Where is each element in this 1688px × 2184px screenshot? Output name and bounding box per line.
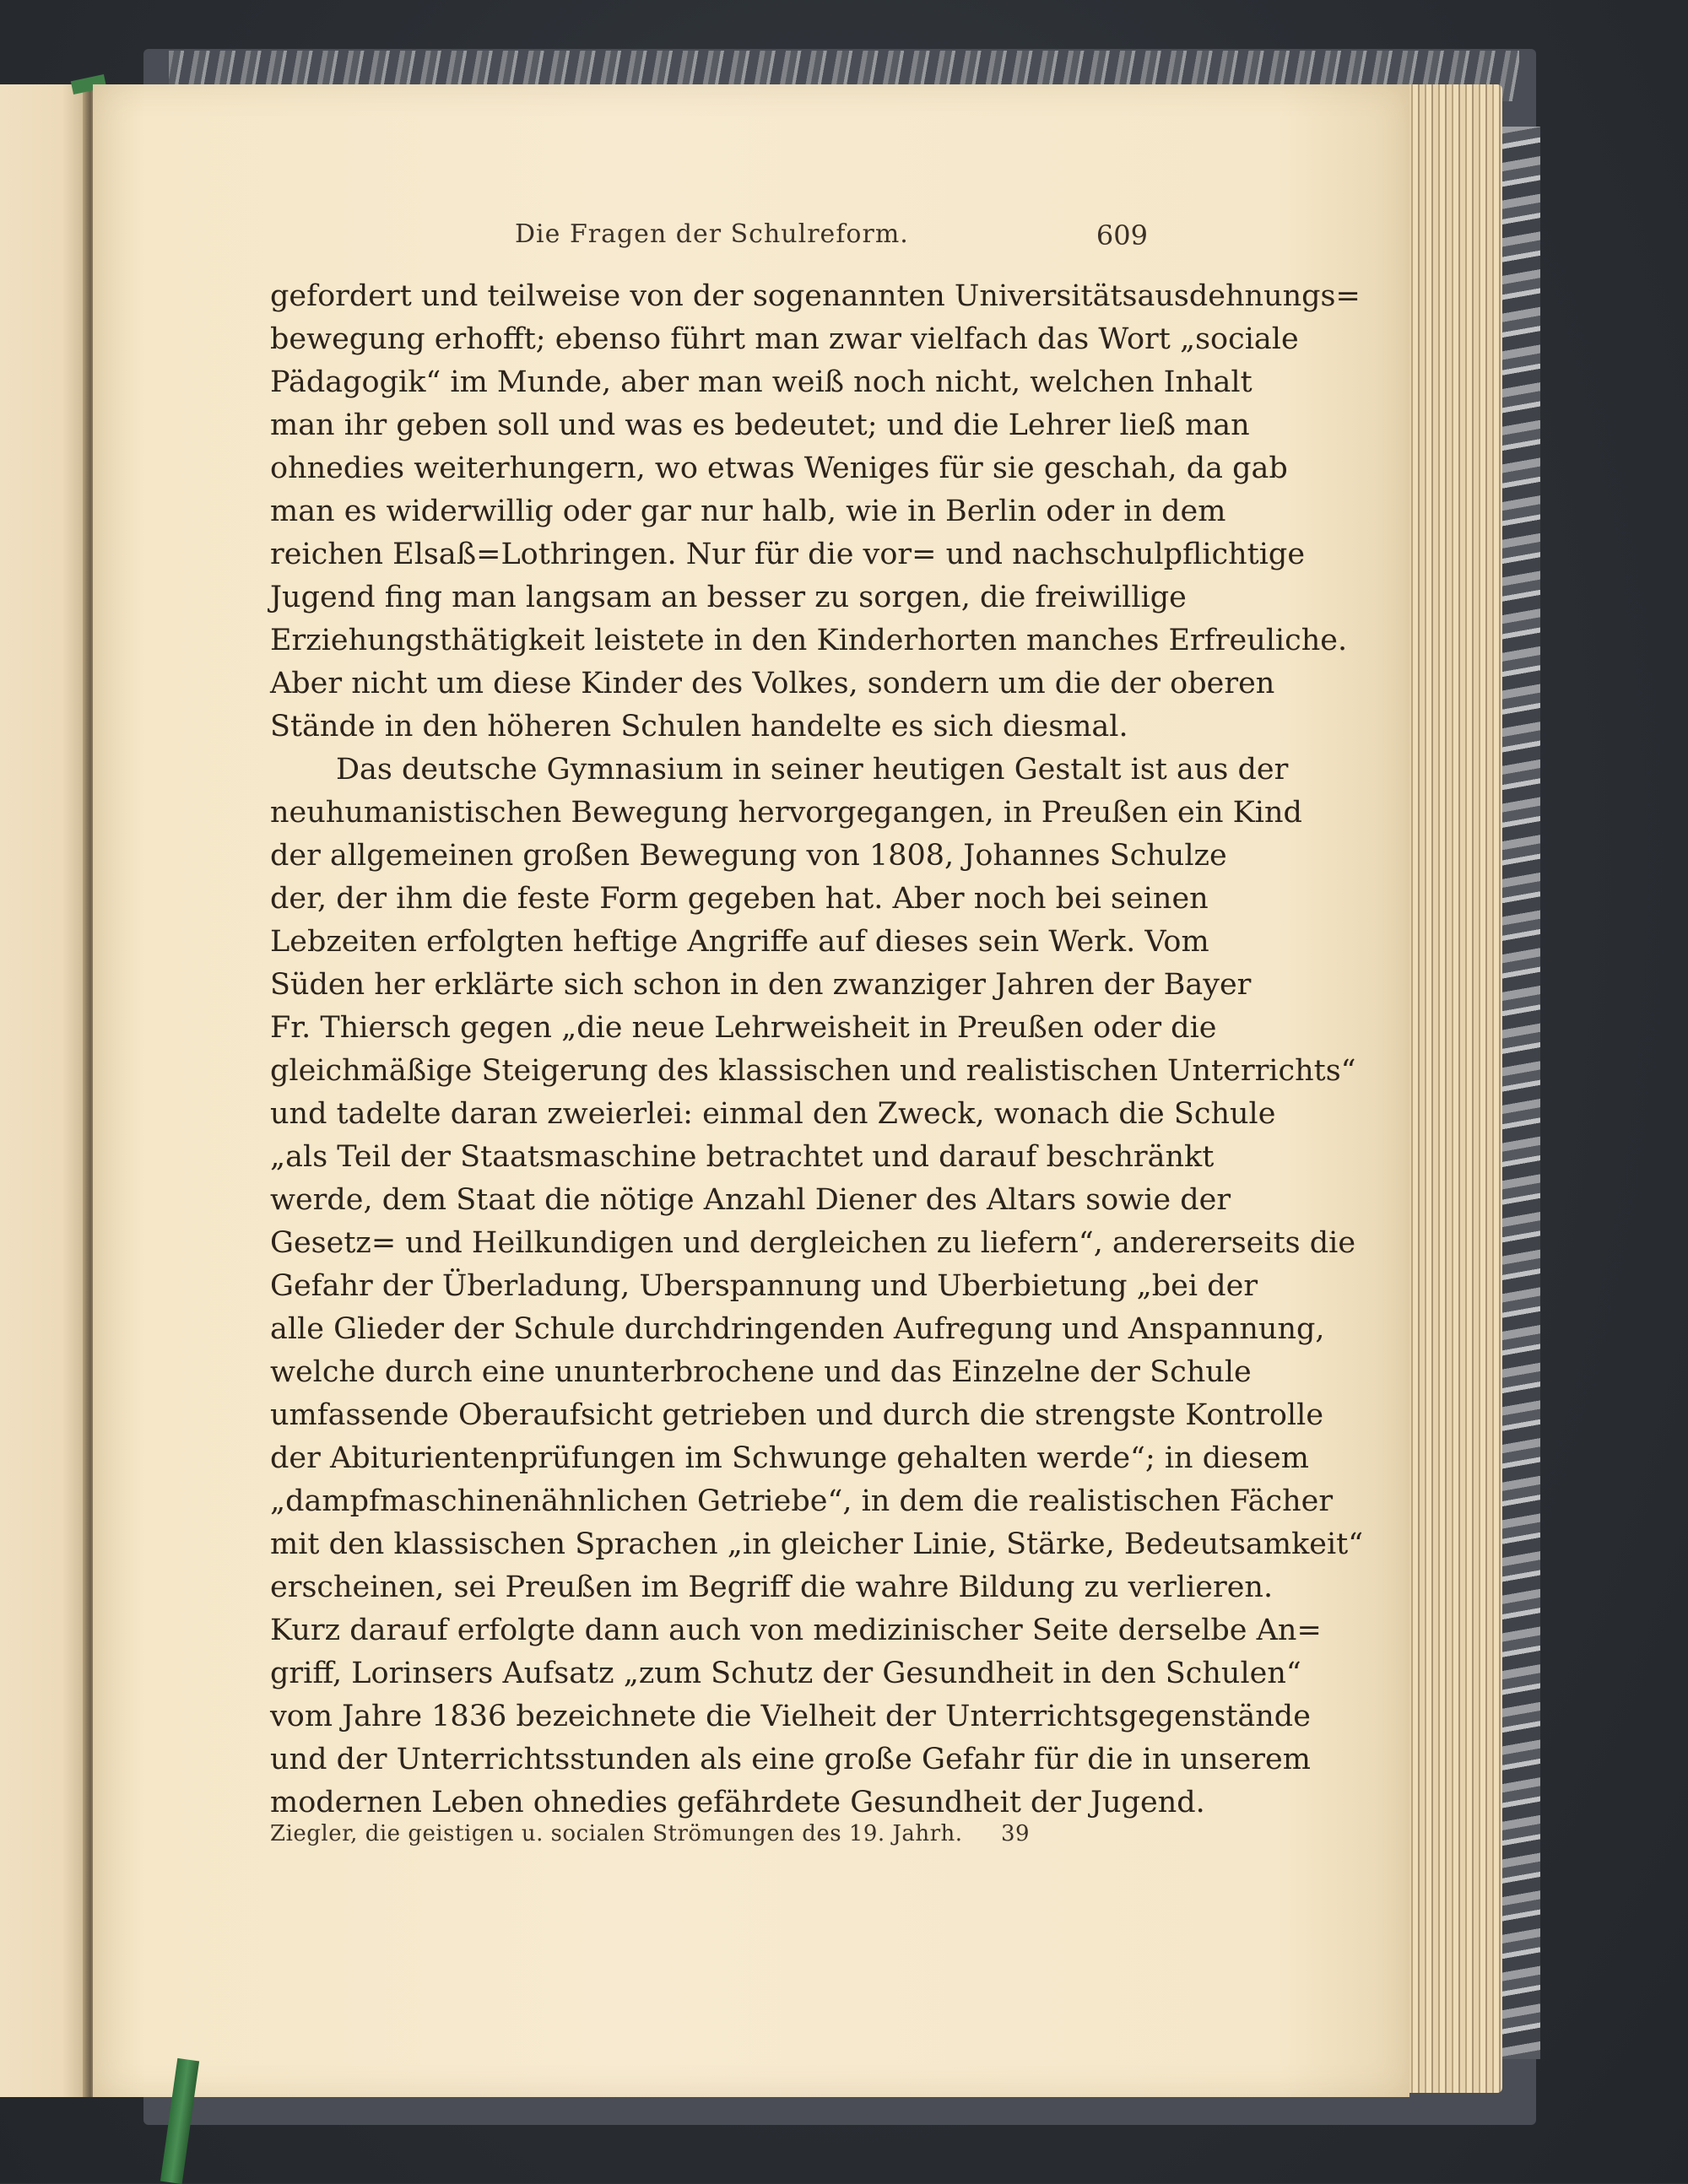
page-footer: [270, 1821, 1148, 1855]
text-line: man es widerwillig oder gar nur halb, wie in Berlin oder in dem: [270, 495, 1226, 528]
text-line: modernen Leben ohnedies gefährdete Gesundheit der Jugend.: [270, 1786, 1205, 1819]
text-line: der, der ihm die feste Form gegeben hat. Aber noch bei seinen: [270, 882, 1209, 916]
text-line: reichen Elsaß=Lothringen. Nur für die vor= und nachschulpflichtige: [270, 538, 1306, 571]
text-line: man ihr geben soll und was es bedeutet; und die Lehrer ließ man: [270, 408, 1250, 442]
text-line: „als Teil der Staatsmaschine betrachtet und darauf beschränkt: [270, 1140, 1215, 1174]
text-line: und der Unterrichtsstunden als eine große Gefahr für die in unserem: [270, 1743, 1311, 1776]
text-line: Aber nicht um diese Kinder des Volkes, sondern um die der oberen: [270, 667, 1275, 700]
text-line: Fr. Thiersch gegen „die neue Lehrweisheit in Preußen oder die: [270, 1011, 1217, 1045]
text-line: Pädagogik“ im Munde, aber man weiß noch nicht, welchen Inhalt: [270, 365, 1252, 399]
text-line: umfassende Oberaufsicht getrieben und durch die strengste Kontrolle: [270, 1398, 1324, 1432]
text-line: ohnedies weiterhungern, wo etwas Weniges für sie geschah, da gab: [270, 451, 1288, 485]
page-number: 609: [1096, 219, 1148, 251]
text-line: Kurz darauf erfolgte dann auch von medizinischer Seite derselbe An=: [270, 1614, 1322, 1647]
text-line: gefordert und teilweise von der sogenannten Universitätsausdehnungs=: [270, 279, 1361, 313]
text-line: Lebzeiten erfolgten heftige Angriffe auf dieses sein Werk. Vom: [270, 925, 1209, 959]
text-line: Jugend fing man langsam an besser zu sorgen, die freiwillige: [270, 581, 1187, 614]
text-line: erscheinen, sei Preußen im Begriff die wahre Bildung zu verlieren.: [270, 1570, 1274, 1604]
footer-signature: Ziegler, die geistigen u. socialen Strömungen des 19. Jahrh.: [270, 1821, 963, 1846]
text-line: gleichmäßige Steigerung des klassischen und realistischen Unterrichts“: [270, 1054, 1356, 1088]
text-line: Stände in den höheren Schulen handelte es sich diesmal.: [270, 710, 1128, 743]
text-line: Gesetz= und Heilkundigen und dergleichen zu liefern“, andererseits die: [270, 1226, 1356, 1260]
footer-sheet-mark: 39: [1001, 1821, 1031, 1846]
running-title: Die Fragen der Schulreform.: [515, 219, 909, 249]
text-line: Das deutsche Gymnasium in seiner heutigen Gestalt ist aus der: [336, 753, 1289, 787]
text-line: Süden her erklärte sich schon in den zwanziger Jahren der Bayer: [270, 968, 1252, 1002]
text-line: Erziehungsthätigkeit leistete in den Kinderhorten manches Erfreuliche.: [270, 624, 1348, 657]
text-line: vom Jahre 1836 bezeichnete die Vielheit der Unterrichtsgegenstände: [270, 1700, 1311, 1733]
text-line: Gefahr der Überladung, Uberspannung und Uberbietung „bei der: [270, 1269, 1258, 1303]
text-line: mit den klassischen Sprachen „in gleicher Linie, Stärke, Bedeutsamkeit“: [270, 1527, 1364, 1561]
facing-page-edge: [0, 84, 89, 2097]
text-line: und tadelte daran zweierlei: einmal den Zweck, wonach die Schule: [270, 1097, 1276, 1131]
text-line: „dampfmaschinenähnlichen Getriebe“, in dem die realistischen Fächer: [270, 1484, 1334, 1518]
text-line: alle Glieder der Schule durchdringenden Aufregung und Anspannung,: [270, 1312, 1325, 1346]
text-line: bewegung erhofft; ebenso führt man zwar vielfach das Wort „sociale: [270, 322, 1299, 356]
text-line: griff, Lorinsers Aufsatz „zum Schutz der Gesundheit in den Schulen“: [270, 1657, 1301, 1690]
body-text: [270, 275, 1364, 1825]
text-line: welche durch eine ununterbrochene und das Einzelne der Schule: [270, 1355, 1252, 1389]
text-line: der Abiturientenprüfungen im Schwunge gehalten werde“; in diesem: [270, 1441, 1309, 1475]
text-line: werde, dem Staat die nötige Anzahl Diener des Altars sowie der: [270, 1183, 1231, 1217]
text-line: neuhumanistischen Bewegung hervorgegangen, in Preußen ein Kind: [270, 796, 1302, 830]
page-header: [270, 218, 1148, 260]
text-line: der allgemeinen großen Bewegung von 1808, Johannes Schulze: [270, 839, 1227, 873]
